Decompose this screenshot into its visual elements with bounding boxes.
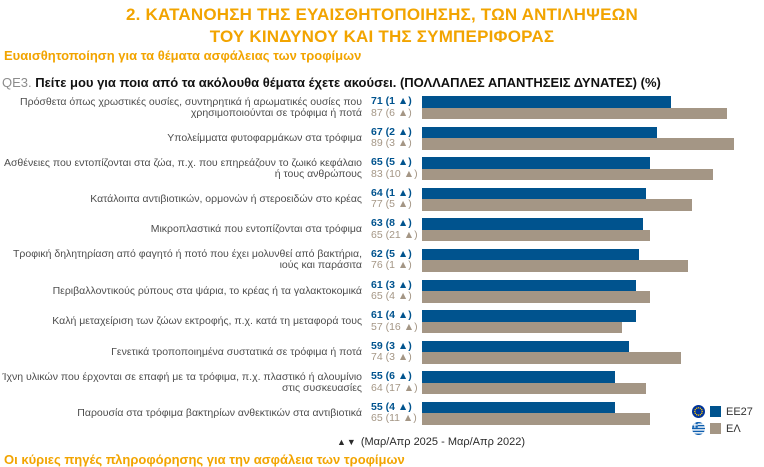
value-labels	[371, 310, 422, 333]
greece-flag-icon	[692, 422, 705, 435]
value-labels	[371, 218, 422, 241]
value-labels	[371, 341, 422, 364]
ee27-value-label: 64 (1 ▲)	[371, 186, 412, 199]
value-labels	[371, 96, 422, 119]
value-labels	[371, 157, 422, 180]
bar-group	[422, 280, 650, 303]
legend-label-ee27: EE27	[726, 405, 753, 418]
bar-group	[422, 310, 636, 333]
section-title-line2: ΤΟΥ ΚΙΝΔΥΝΟΥ ΚΑΙ ΤΗΣ ΣΥΜΠΕΡΙΦΟΡΑΣ	[209, 27, 555, 46]
chart-row	[0, 249, 764, 272]
el-value-label: 65 (11 ▲)	[371, 412, 417, 425]
ee27-value-label: 62 (5 ▲)	[371, 247, 412, 260]
el-value-label: 64 (17 ▲)	[371, 381, 418, 394]
value-labels	[371, 280, 422, 303]
value-labels	[371, 127, 422, 150]
legend-label-el: ΕΛ	[726, 422, 741, 435]
bar-group	[422, 371, 646, 394]
bar-el	[422, 260, 688, 272]
bar-el	[422, 291, 650, 303]
category-label: Ασθένειες που εντοπίζονται στα ζώα, π.χ. που επηρεάζουν το ζωικό κεφάλαιο ή τους ανθρώπους	[3, 156, 362, 180]
el-value-label: 65 (21 ▲)	[371, 228, 418, 241]
ee27-value-label: 71 (1 ▲)	[371, 95, 412, 107]
ee27-value-label: 63 (8 ▲)	[371, 217, 412, 230]
bar-group	[422, 96, 727, 119]
bar-group	[422, 249, 688, 272]
chart-row	[0, 127, 764, 150]
bar-ee27	[422, 96, 671, 108]
bar-ee27	[422, 402, 615, 414]
bar-el	[422, 108, 727, 120]
value-labels	[371, 371, 422, 394]
bar-el	[422, 169, 713, 181]
category-label: Ίχνη υλικών που έρχονται σε επαφή με τα τρόφιμα, π.χ. πλαστικό ή αλουμίνιο στις συσκευασίες	[2, 370, 362, 394]
bar-ee27	[422, 280, 636, 292]
question-text: Πείτε μου για ποια από τα ακόλουθα θέματα έχετε ακούσει. (ΠΟΛΛΑΠΛΕΣ ΑΠΑΝΤΗΣΕΙΣ ΔΥΝΑΤΕΣ) (%)	[35, 75, 661, 90]
chart-row	[0, 280, 764, 303]
legend	[692, 405, 753, 435]
legend-item-ee27	[692, 405, 753, 418]
bar-chart	[0, 96, 764, 433]
ee27-value-label: 65 (5 ▲)	[371, 156, 412, 169]
ee27-value-label: 67 (2 ▲)	[371, 125, 412, 138]
bar-ee27	[422, 157, 650, 169]
bar-ee27	[422, 218, 643, 230]
bar-group	[422, 157, 713, 180]
chart-row	[0, 402, 764, 425]
chart-row	[0, 218, 764, 241]
category-label: Υπολείμματα φυτοφαρμάκων στα τρόφιμα	[167, 131, 362, 144]
ee27-color-swatch	[710, 406, 721, 417]
bar-el	[422, 383, 646, 395]
el-value-label: 57 (16 ▲)	[371, 320, 418, 333]
el-color-swatch	[710, 423, 721, 434]
bar-ee27	[422, 310, 636, 322]
ee27-value-label: 59 (3 ▲)	[371, 339, 412, 352]
bar-group	[422, 341, 681, 364]
el-value-label: 65 (4 ▲)	[371, 290, 412, 303]
question-line	[2, 75, 661, 90]
chart-row	[0, 310, 764, 333]
category-label: Μικροπλαστικά που εντοπίζονται στα τρόφιμα	[150, 223, 362, 236]
chart-row	[0, 341, 764, 364]
bar-ee27	[422, 249, 639, 261]
bar-ee27	[422, 127, 657, 139]
value-labels	[371, 249, 422, 272]
change-footnote-text: (Μαρ/Απρ 2025 - Μαρ/Απρ 2022)	[360, 436, 526, 448]
chart-row	[0, 157, 764, 180]
up-down-triangle-icons: ▲▼	[337, 437, 357, 447]
ee27-value-label: 55 (6 ▲)	[371, 370, 412, 383]
category-label: Παρουσία στα τρόφιμα βακτηρίων ανθεκτικών στα αντιβιοτικά	[77, 406, 362, 419]
section-title-line1: 2. ΚΑΤΑΝΟΗΣΗ ΤΗΣ ΕΥΑΙΣΘΗΤΟΠΟΙΗΣΗΣ, ΤΩΝ ΑΝΤΙΛΗΨΕΩΝ	[126, 5, 638, 24]
el-value-label: 83 (10 ▲)	[371, 167, 418, 180]
bar-el	[422, 138, 734, 150]
eu-flag-icon	[692, 405, 705, 418]
el-value-label: 74 (3 ▲)	[371, 351, 412, 364]
bar-el	[422, 322, 622, 334]
legend-item-el	[692, 422, 753, 435]
bar-group	[422, 402, 650, 425]
category-label: Περιβαλλοντικούς ρύπους στα ψάρια, το κρέας ή τα γαλακτοκομικά	[52, 284, 362, 297]
truncated-next-section-heading: Οι κύριες πηγές πληροφόρησης για την ασφάλεια των τροφίμων	[4, 452, 405, 467]
bar-group	[422, 218, 650, 241]
bar-ee27	[422, 341, 629, 353]
category-label: Κατάλοιπα αντιβιοτικών, ορμονών ή στεροειδών στο κρέας	[90, 192, 362, 205]
bar-el	[422, 413, 650, 425]
chart-row	[0, 188, 764, 211]
category-label: Καλή μεταχείριση των ζώων εκτροφής, π.χ. κατά τη μεταφορά τους	[52, 315, 362, 328]
value-labels	[371, 188, 422, 211]
ee27-value-label: 61 (3 ▲)	[371, 278, 412, 291]
category-label: Γενετικά τροποποιημένα συστατικά σε τρόφιμα ή ποτά	[111, 345, 362, 358]
chart-row	[0, 96, 764, 119]
bar-ee27	[422, 188, 646, 200]
chart-row	[0, 371, 764, 394]
value-labels	[371, 402, 422, 425]
ee27-value-label: 61 (4 ▲)	[371, 309, 412, 322]
question-code: QE3.	[2, 75, 32, 90]
ee27-value-label: 55 (4 ▲)	[371, 400, 412, 413]
bar-el	[422, 199, 692, 211]
el-value-label: 87 (6 ▲)	[371, 106, 412, 119]
bar-el	[422, 352, 681, 364]
category-label: Τροφική δηλητηρίαση από φαγητό ή ποτό που έχει μολυνθεί από βακτήρια, ιούς και παράσιτα	[12, 248, 362, 272]
category-label: Πρόσθετα όπως χρωστικές ουσίες, συντηρητικά ή αρωματικές ουσίες που χρησιμοποιούνται σε τρόφιμα ή ποτά	[20, 95, 362, 119]
el-value-label: 89 (3 ▲)	[371, 137, 412, 150]
chapter-subtitle: Ευαισθητοποίηση για τα θέματα ασφάλειας των τροφίμων	[4, 48, 362, 63]
bar-group	[422, 188, 692, 211]
bar-group	[422, 127, 734, 150]
el-value-label: 76 (1 ▲)	[371, 259, 412, 272]
section-title	[0, 4, 764, 48]
bar-el	[422, 230, 650, 242]
el-value-label: 77 (5 ▲)	[371, 198, 412, 211]
bar-ee27	[422, 371, 615, 383]
change-footnote	[337, 436, 525, 448]
